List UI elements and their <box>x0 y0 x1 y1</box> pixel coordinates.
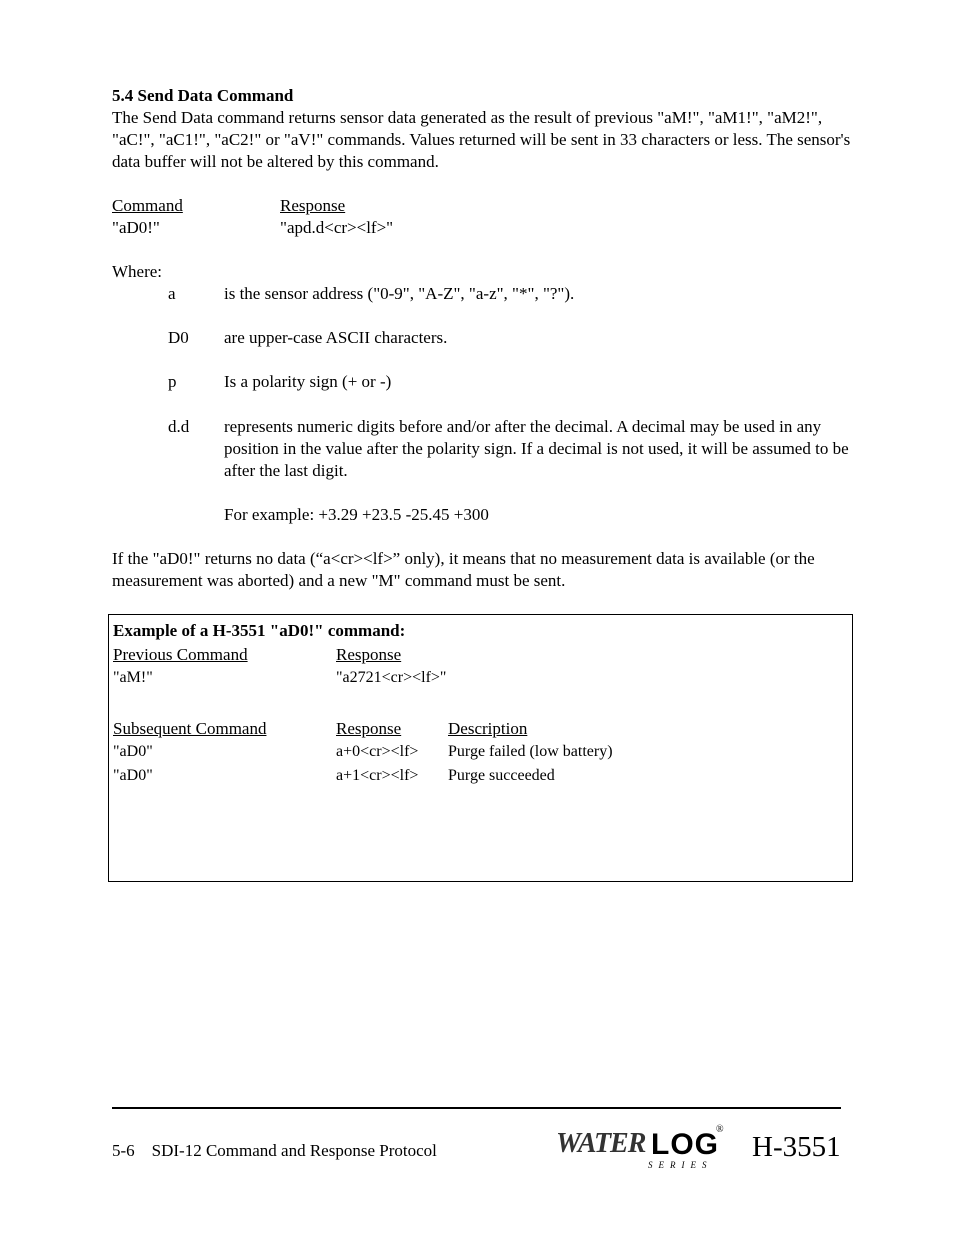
response-header: Response <box>280 196 346 215</box>
table-row-response: a+1<cr><lf> <box>336 767 419 784</box>
prev-response-header: Response <box>336 645 402 664</box>
logo-registered: ® <box>716 1124 724 1135</box>
where-desc: is the sensor address ("0-9", "A-Z", "a-z", "*", "?"). <box>224 284 575 303</box>
where-term: D0 <box>168 328 189 347</box>
example-values: For example: +3.29 +23.5 -25.45 +300 <box>224 505 489 524</box>
where-desc: represents numeric digits before and/or after the decimal. A decimal may be used in any position in the value after the polarity sign. If a decimal is not used, it will be assumed to be after the last digit. <box>224 417 849 480</box>
table-row-response: a+0<cr><lf> <box>336 743 419 760</box>
command-value: "aD0!" <box>112 218 160 237</box>
no-data-note: If the "aD0!" returns no data (“a<cr><lf>” only), it means that no measurement data is available (or the measurement was aborted) and a new "M" command must be sent. <box>112 549 815 590</box>
table-row-command: "aD0" <box>113 743 153 760</box>
model-number: H-3551 <box>752 1131 841 1163</box>
where-term: d.d <box>168 417 190 436</box>
logo-log: LOG <box>651 1128 719 1161</box>
sub-response-header: Response <box>336 719 402 738</box>
logo-series: SERIES <box>648 1160 713 1170</box>
table-row-command: "aD0" <box>113 767 153 784</box>
command-header: Command <box>112 196 183 215</box>
section-intro: The Send Data command returns sensor data generated as the result of previous "aM!", "aM1!", "aM2!", "aC!", "aC1!", "aC2!" or "aV!" commands. Values returned will be sent in 33 characters or less. The sensor's data buffer will not be altered by this command. <box>112 108 851 171</box>
example-title: Example of a H-3551 "aD0!" command: <box>113 621 406 640</box>
waterlog-logo <box>556 1124 726 1174</box>
where-term: a <box>168 284 176 303</box>
prev-response: "a2721<cr><lf>" <box>336 669 447 686</box>
table-row-description: Purge failed (low battery) <box>448 743 613 760</box>
section-heading: 5.4 Send Data Command <box>112 86 294 105</box>
table-row-description: Purge succeeded <box>448 767 555 784</box>
response-value: "apd.d<cr><lf>" <box>280 218 394 237</box>
logo-water: WATER <box>556 1128 646 1159</box>
prev-command: "aM!" <box>113 669 153 686</box>
footer-rule <box>112 1107 841 1109</box>
where-desc: are upper-case ASCII characters. <box>224 328 448 347</box>
where-desc: Is a polarity sign (+ or -) <box>224 372 392 391</box>
sub-description-header: Description <box>448 719 528 738</box>
where-label: Where: <box>112 262 163 281</box>
sub-command-header: Subsequent Command <box>113 719 267 738</box>
prev-command-header: Previous Command <box>113 645 248 664</box>
footer-page-label: 5-6 SDI-12 Command and Response Protocol <box>112 1141 437 1160</box>
where-term: p <box>168 372 177 391</box>
